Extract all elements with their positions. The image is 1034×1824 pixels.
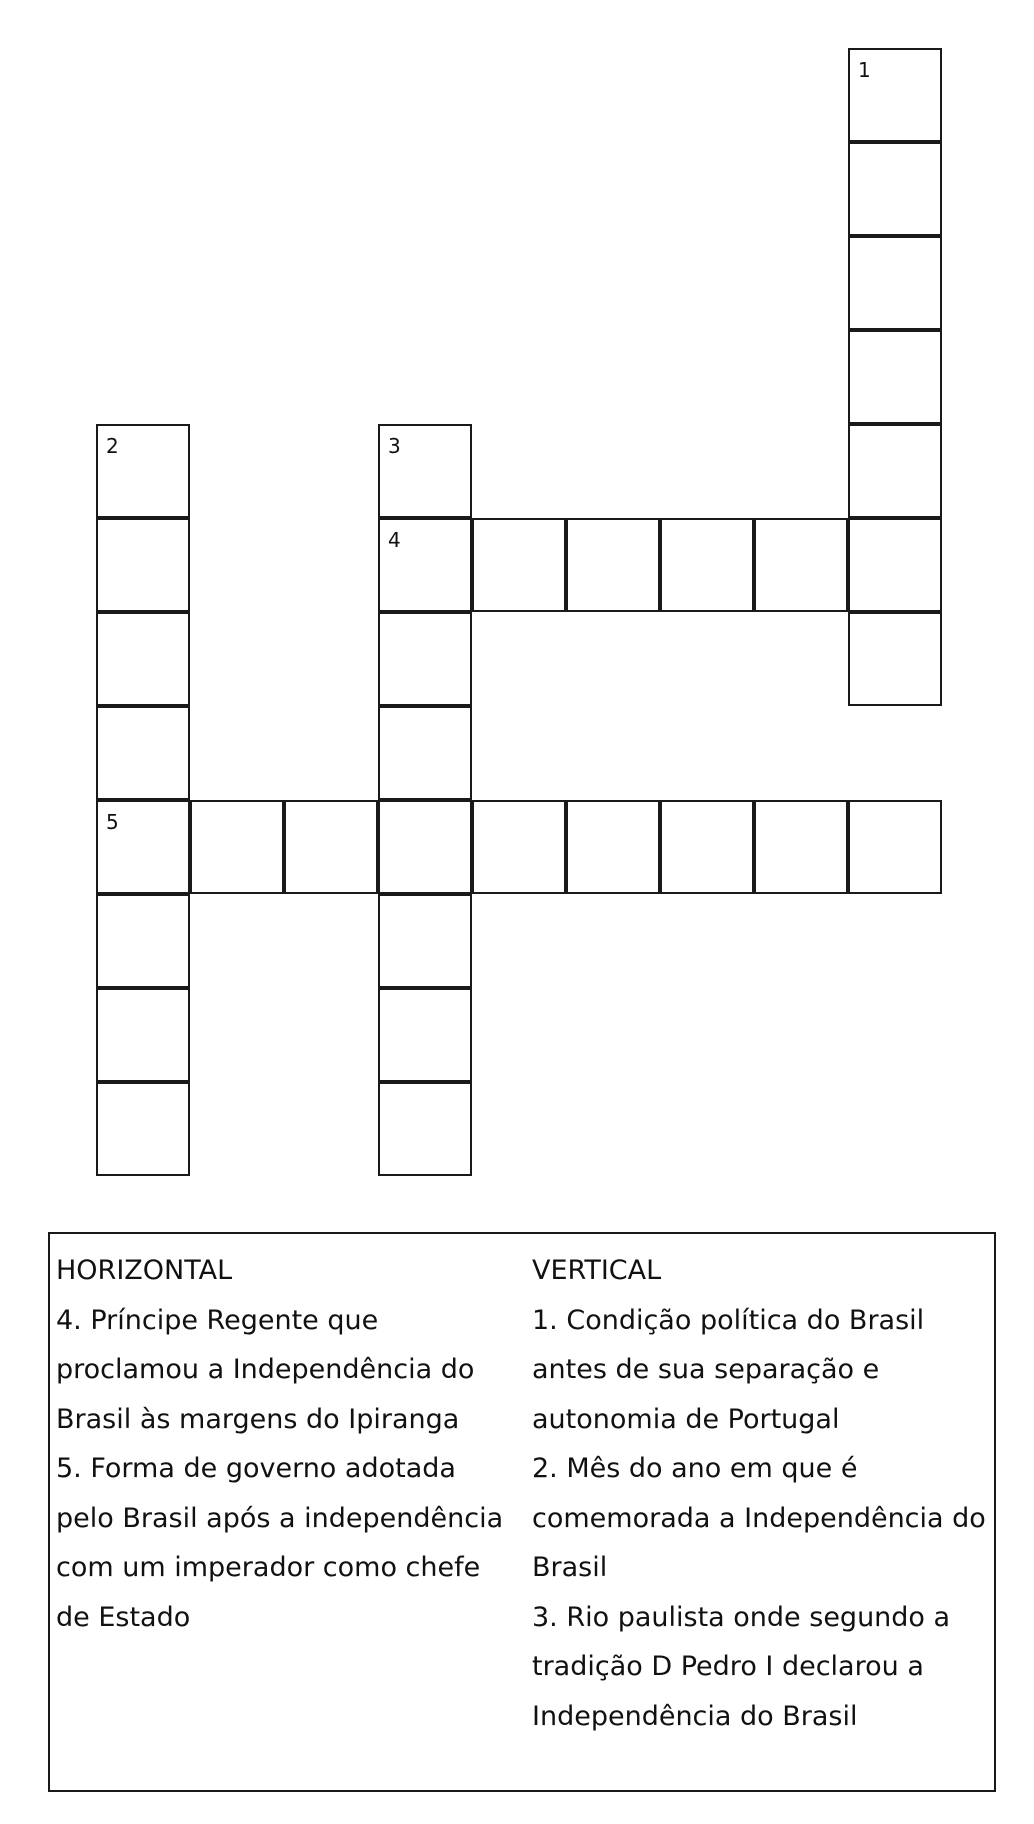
clue-vertical-3: 3. Rio paulista onde segundo a tradição D Pedro I declarou a Independência do Brasil bbox=[532, 1601, 951, 1732]
horizontal-clues bbox=[56, 1246, 516, 1642]
clue-horizontal-4: 4. Príncipe Regente que proclamou a Independência do Brasil às margens do Ipiranga bbox=[56, 1304, 475, 1435]
clue-vertical-2: 2. Mês do ano em que é comemorada a Independência do Brasil bbox=[532, 1453, 986, 1583]
clue-number: 4 bbox=[388, 528, 401, 552]
crossword-cell[interactable] bbox=[754, 518, 848, 612]
crossword-cell[interactable] bbox=[566, 518, 660, 612]
clue-number: 5 bbox=[106, 810, 119, 834]
crossword-cell[interactable] bbox=[378, 988, 472, 1082]
clue-horizontal-5: 5. Forma de governo adotada pelo Brasil após a independência com um imperador como chefe de Estado bbox=[56, 1453, 504, 1633]
crossword-cell[interactable] bbox=[96, 1082, 190, 1176]
crossword-cell[interactable] bbox=[660, 800, 754, 894]
crossword-cell[interactable] bbox=[96, 800, 190, 894]
crossword-cell[interactable] bbox=[96, 706, 190, 800]
crossword-cell[interactable] bbox=[754, 800, 848, 894]
crossword-cell[interactable] bbox=[848, 236, 942, 330]
crossword-cell[interactable] bbox=[378, 894, 472, 988]
clue-number: 1 bbox=[858, 58, 871, 82]
clues-panel bbox=[48, 1232, 996, 1792]
crossword-cell[interactable] bbox=[190, 800, 284, 894]
crossword-cell[interactable] bbox=[848, 330, 942, 424]
crossword-cell[interactable] bbox=[472, 800, 566, 894]
crossword-cell[interactable] bbox=[378, 1082, 472, 1176]
vertical-heading: VERTICAL bbox=[532, 1255, 662, 1286]
crossword-cell[interactable] bbox=[96, 424, 190, 518]
vertical-clues bbox=[532, 1246, 992, 1741]
crossword-cell[interactable] bbox=[378, 612, 472, 706]
crossword-cell[interactable] bbox=[96, 894, 190, 988]
crossword-cell[interactable] bbox=[472, 518, 566, 612]
crossword-cell[interactable] bbox=[848, 48, 942, 142]
crossword-cell[interactable] bbox=[378, 706, 472, 800]
crossword-cell[interactable] bbox=[378, 518, 472, 612]
crossword-cell[interactable] bbox=[660, 518, 754, 612]
clue-number: 2 bbox=[106, 434, 119, 458]
crossword-cell[interactable] bbox=[848, 612, 942, 706]
crossword-cell[interactable] bbox=[566, 800, 660, 894]
crossword-cell[interactable] bbox=[96, 612, 190, 706]
crossword-cell[interactable] bbox=[378, 800, 472, 894]
clue-number: 3 bbox=[388, 434, 401, 458]
crossword-cell[interactable] bbox=[284, 800, 378, 894]
crossword-cell[interactable] bbox=[96, 518, 190, 612]
crossword-cell[interactable] bbox=[848, 142, 942, 236]
crossword-cell[interactable] bbox=[378, 424, 472, 518]
crossword-cell[interactable] bbox=[848, 800, 942, 894]
crossword-cell[interactable] bbox=[96, 988, 190, 1082]
clue-vertical-1: 1. Condição política do Brasil antes de sua separação e autonomia de Portugal bbox=[532, 1304, 925, 1435]
crossword-cell[interactable] bbox=[848, 518, 942, 612]
crossword-cell[interactable] bbox=[848, 424, 942, 518]
horizontal-heading: HORIZONTAL bbox=[56, 1255, 233, 1286]
